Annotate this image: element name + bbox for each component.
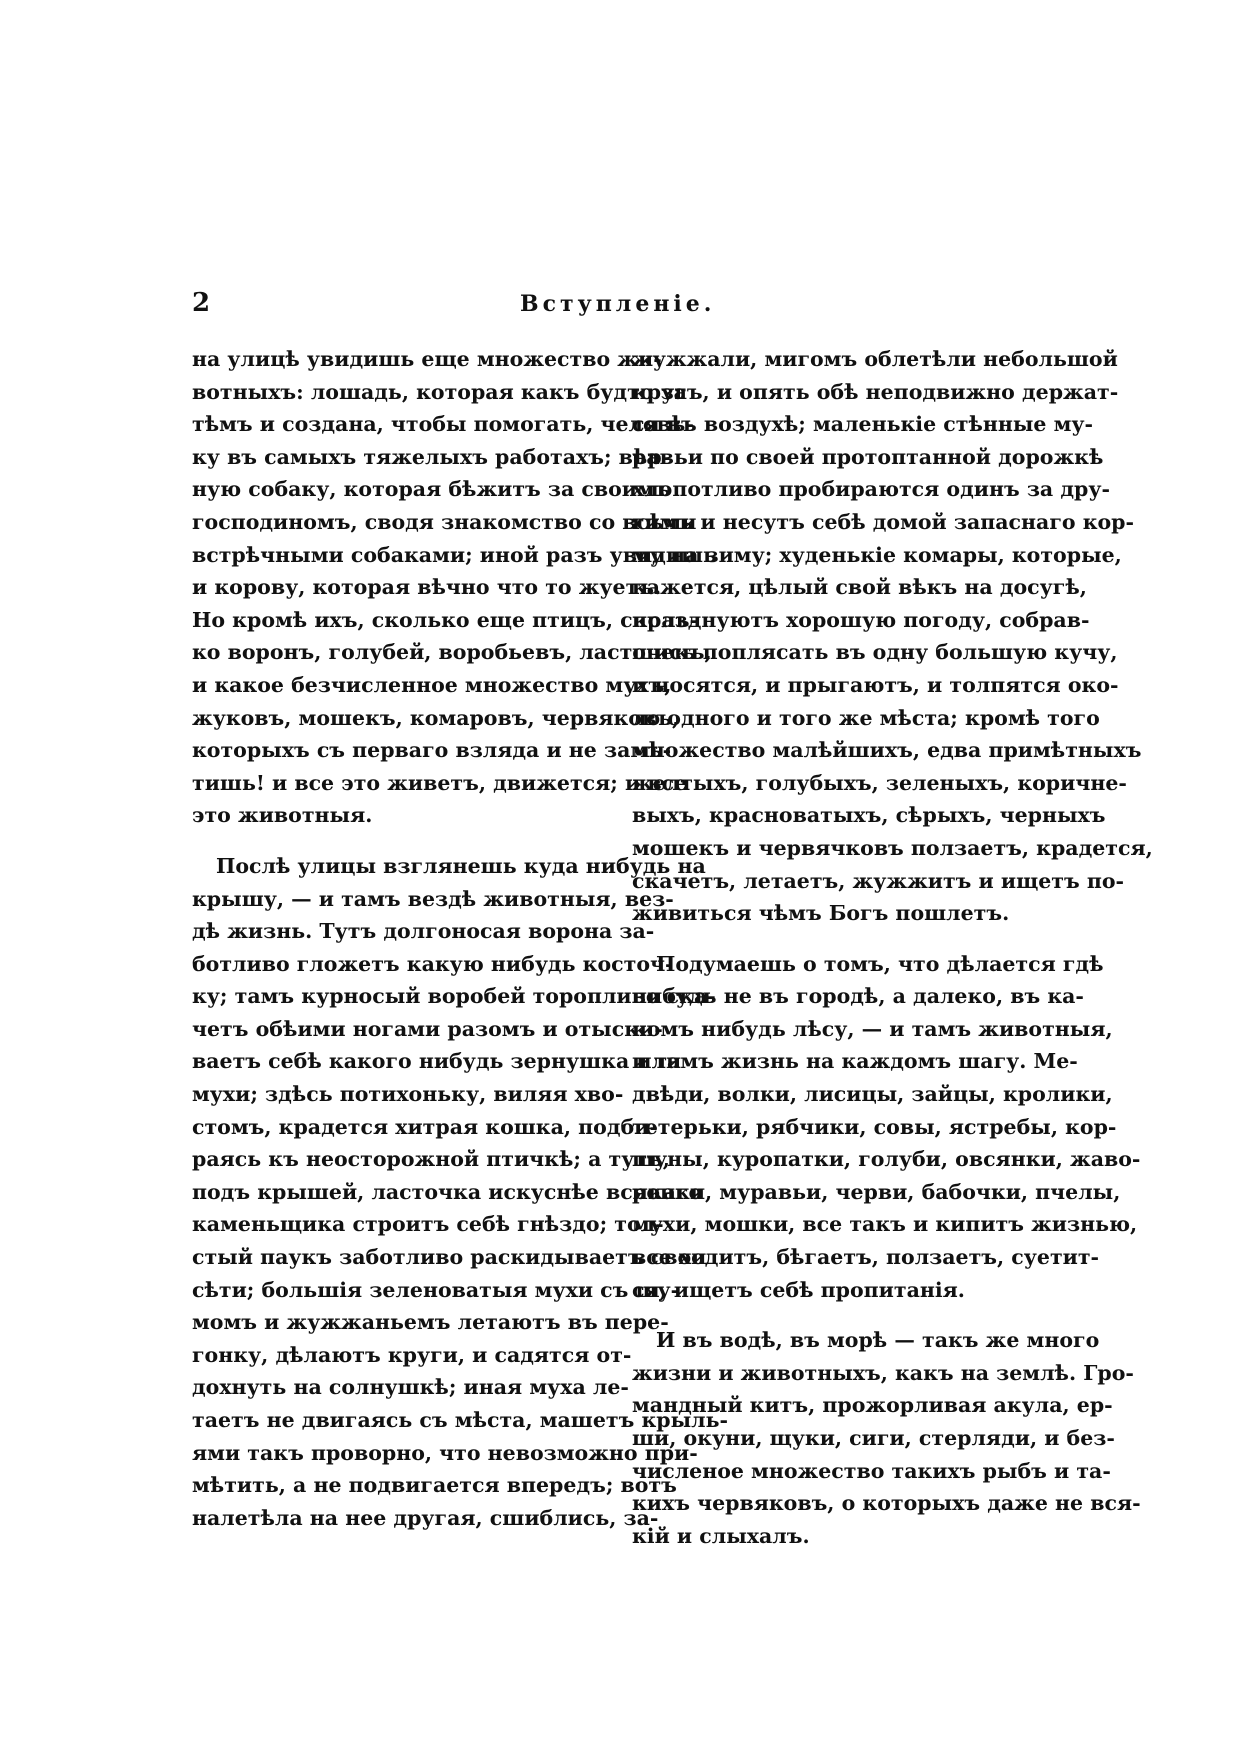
text-line: крышу, — и тамъ вездѣ животныя, вез- bbox=[192, 886, 674, 911]
text-line: и тамъ жизнь на каждомъ шагу. Ме- bbox=[632, 1049, 1078, 1074]
text-line: Послѣ улицы взглянешь куда нибудь на bbox=[216, 853, 706, 878]
text-line: стый паукъ заботливо раскидываетъ свои bbox=[192, 1245, 707, 1270]
text-line: момъ и жужжаньемъ летаютъ въ пере- bbox=[192, 1310, 669, 1335]
text-line: ронки, муравьи, черви, бабочки, пчелы, bbox=[632, 1179, 1121, 1204]
text-line: и носятся, и прыгаютъ, и толпятся око- bbox=[632, 672, 1119, 697]
text-line: выхъ, красноватыхъ, сѣрыхъ, черныхъ bbox=[632, 803, 1106, 828]
text-line: жуковъ, мошекъ, комаровъ, червяковъ, bbox=[192, 705, 680, 730]
text-line: жизни и животныхъ, какъ на землѣ. Гро- bbox=[632, 1360, 1134, 1385]
left-column bbox=[192, 343, 729, 1534]
text-line: ваетъ себѣ какого нибудь зернушка или bbox=[192, 1049, 682, 1074]
text-line: комъ нибудь лѣсу, — и тамъ животныя, bbox=[632, 1016, 1113, 1041]
text-line: на улицѣ увидишь еще множество жи- bbox=[192, 347, 662, 371]
text-line: ко воронъ, голубей, воробьевъ, ласточекъ, bbox=[192, 640, 712, 665]
paragraph-gap bbox=[192, 832, 610, 850]
text-line: мухи, мошки, все такъ и кипитъ жизнью, bbox=[632, 1212, 1138, 1237]
text-line: стомъ, крадется хитрая кошка, подби- bbox=[192, 1114, 658, 1139]
text-line: кажется, цѣлый свой вѣкъ на досугѣ, bbox=[632, 575, 1087, 600]
text-line: каменьщика строитъ себѣ гнѣздо; тол- bbox=[192, 1212, 664, 1237]
text-line: налетѣла на нее другая, сшиблись, за- bbox=[192, 1505, 659, 1530]
text-line: скачетъ, летаетъ, жужжитъ и ищетъ по- bbox=[632, 868, 1125, 893]
text-line: все ходитъ, бѣгаетъ, ползаетъ, суетит- bbox=[632, 1245, 1100, 1270]
text-line: тишь! и все это живетъ, движется; и все bbox=[192, 770, 688, 795]
text-line: множество малѣйшихъ, едва примѣтныхъ bbox=[632, 738, 1142, 763]
paragraph-gap bbox=[632, 1306, 1050, 1324]
text-line: Но кромѣ ихъ, сколько еще птицъ, сколь- bbox=[192, 607, 699, 632]
text-line: му на зиму; худенькіе комары, которые, bbox=[632, 542, 1122, 567]
text-line: тетерьки, рябчики, совы, ястребы, кор- bbox=[632, 1114, 1117, 1139]
text-line: численое множество такихъ рыбъ и та- bbox=[632, 1458, 1111, 1483]
text-line: ную собаку, которая бѣжитъ за своимъ bbox=[192, 477, 671, 502]
text-line: подъ крышей, ласточка искуснѣе всякаго bbox=[192, 1179, 703, 1204]
text-line: мандный китъ, прожорливая акула, ер- bbox=[632, 1393, 1113, 1418]
text-line: раясь къ неосторожной птичкѣ; а тутъ, bbox=[192, 1147, 670, 1172]
text-line: четъ обѣими ногами разомъ и отыски- bbox=[192, 1016, 663, 1041]
page-number: 2 bbox=[192, 288, 211, 318]
text-line: господиномъ, сводя знакомство со всѣми bbox=[192, 509, 697, 534]
text-line: и какое безчисленное множество мухъ, bbox=[192, 672, 672, 697]
text-line: нибудь не въ городѣ, а далеко, въ ка- bbox=[632, 984, 1084, 1009]
text-line: ши, окуни, щуки, сиги, стерляди, и без- bbox=[632, 1426, 1115, 1450]
text-line: ку въ самыхъ тяжелыхъ работахъ; вѣр- bbox=[192, 444, 671, 469]
text-line: И въ водѣ, въ морѣ — такъ же много bbox=[656, 1328, 1100, 1353]
text-line: желтыхъ, голубыхъ, зеленыхъ, коричне- bbox=[632, 770, 1127, 795]
text-line: шись поплясать въ одну большую кучу, bbox=[632, 640, 1118, 665]
text-line: ся въ воздухѣ; маленькіе стѣнные му- bbox=[632, 412, 1094, 437]
running-head: Вступленіе. bbox=[520, 291, 716, 317]
text-line: мошекъ и червячковъ ползаетъ, крадется, bbox=[632, 835, 1153, 860]
text-line: кихъ червяковъ, о которыхъ даже не вся- bbox=[632, 1491, 1141, 1516]
paragraph-gap bbox=[632, 930, 1050, 948]
text-line: равьи по своей протоптанной дорожкѣ bbox=[632, 444, 1104, 469]
text-line: дѣ жизнь. Тутъ долгоносая ворона за- bbox=[192, 919, 655, 944]
text-line: двѣди, волки, лисицы, зайцы, кролики, bbox=[632, 1082, 1113, 1107]
text-line: сѣти; большія зеленоватыя мухи съ шу- bbox=[192, 1277, 680, 1302]
text-line: вотныхъ: лошадь, которая какъ будто за bbox=[192, 379, 687, 404]
text-line: ями такъ проворно, что невозможно при- bbox=[192, 1440, 698, 1465]
text-line: таетъ не двигаясь съ мѣста, машетъ крыль- bbox=[192, 1408, 729, 1432]
text-line: гимъ и несутъ себѣ домой запаснаго кор- bbox=[632, 509, 1135, 534]
text-line: ло одного и того же мѣста; кромѣ того bbox=[632, 705, 1100, 730]
text-line: и корову, которая вѣчно что то жуетъ. bbox=[192, 575, 662, 600]
text-line: ку; тамъ курносый воробей торопливо ска- bbox=[192, 984, 716, 1009]
text-line: это животныя. bbox=[192, 803, 373, 828]
text-line: мѣтить, а не подвигается впередъ; вотъ bbox=[192, 1473, 677, 1498]
text-line: шуны, куропатки, голуби, овсянки, жаво- bbox=[632, 1147, 1141, 1172]
text-line: живиться чѣмъ Богъ пошлетъ. bbox=[632, 901, 1010, 926]
text-line: кругъ, и опять обѣ неподвижно держат- bbox=[632, 379, 1119, 404]
text-line: встрѣчными собаками; иной разъ увидишь bbox=[192, 542, 717, 567]
text-line: дохнуть на солнушкѣ; иная муха ле- bbox=[192, 1375, 629, 1400]
text-line: ся, ищетъ себѣ пропитанія. bbox=[632, 1277, 965, 1302]
text-line: кій и слыхалъ. bbox=[632, 1523, 810, 1548]
text-line: хлопотливо пробираются одинъ за дру- bbox=[632, 477, 1110, 502]
text-line: тѣмъ и создана, чтобы помогать, человѣ- bbox=[192, 412, 694, 437]
text-line: гонку, дѣлаютъ круги, и садятся от- bbox=[192, 1342, 632, 1367]
text-line: празднуютъ хорошую погоду, собрав- bbox=[632, 607, 1090, 632]
text-line: Подумаешь о томъ, что дѣлается гдѣ bbox=[656, 951, 1104, 976]
text-line: ботливо гложетъ какую нибудь косточ- bbox=[192, 951, 674, 976]
text-line: которыхъ съ перваго взляда и не замѣ- bbox=[192, 738, 672, 763]
text-line: мухи; здѣсь потихоньку, виляя хво- bbox=[192, 1082, 624, 1107]
right-column bbox=[632, 343, 1153, 1552]
text-line: жужжали, мигомъ облетѣли небольшой bbox=[632, 347, 1118, 371]
